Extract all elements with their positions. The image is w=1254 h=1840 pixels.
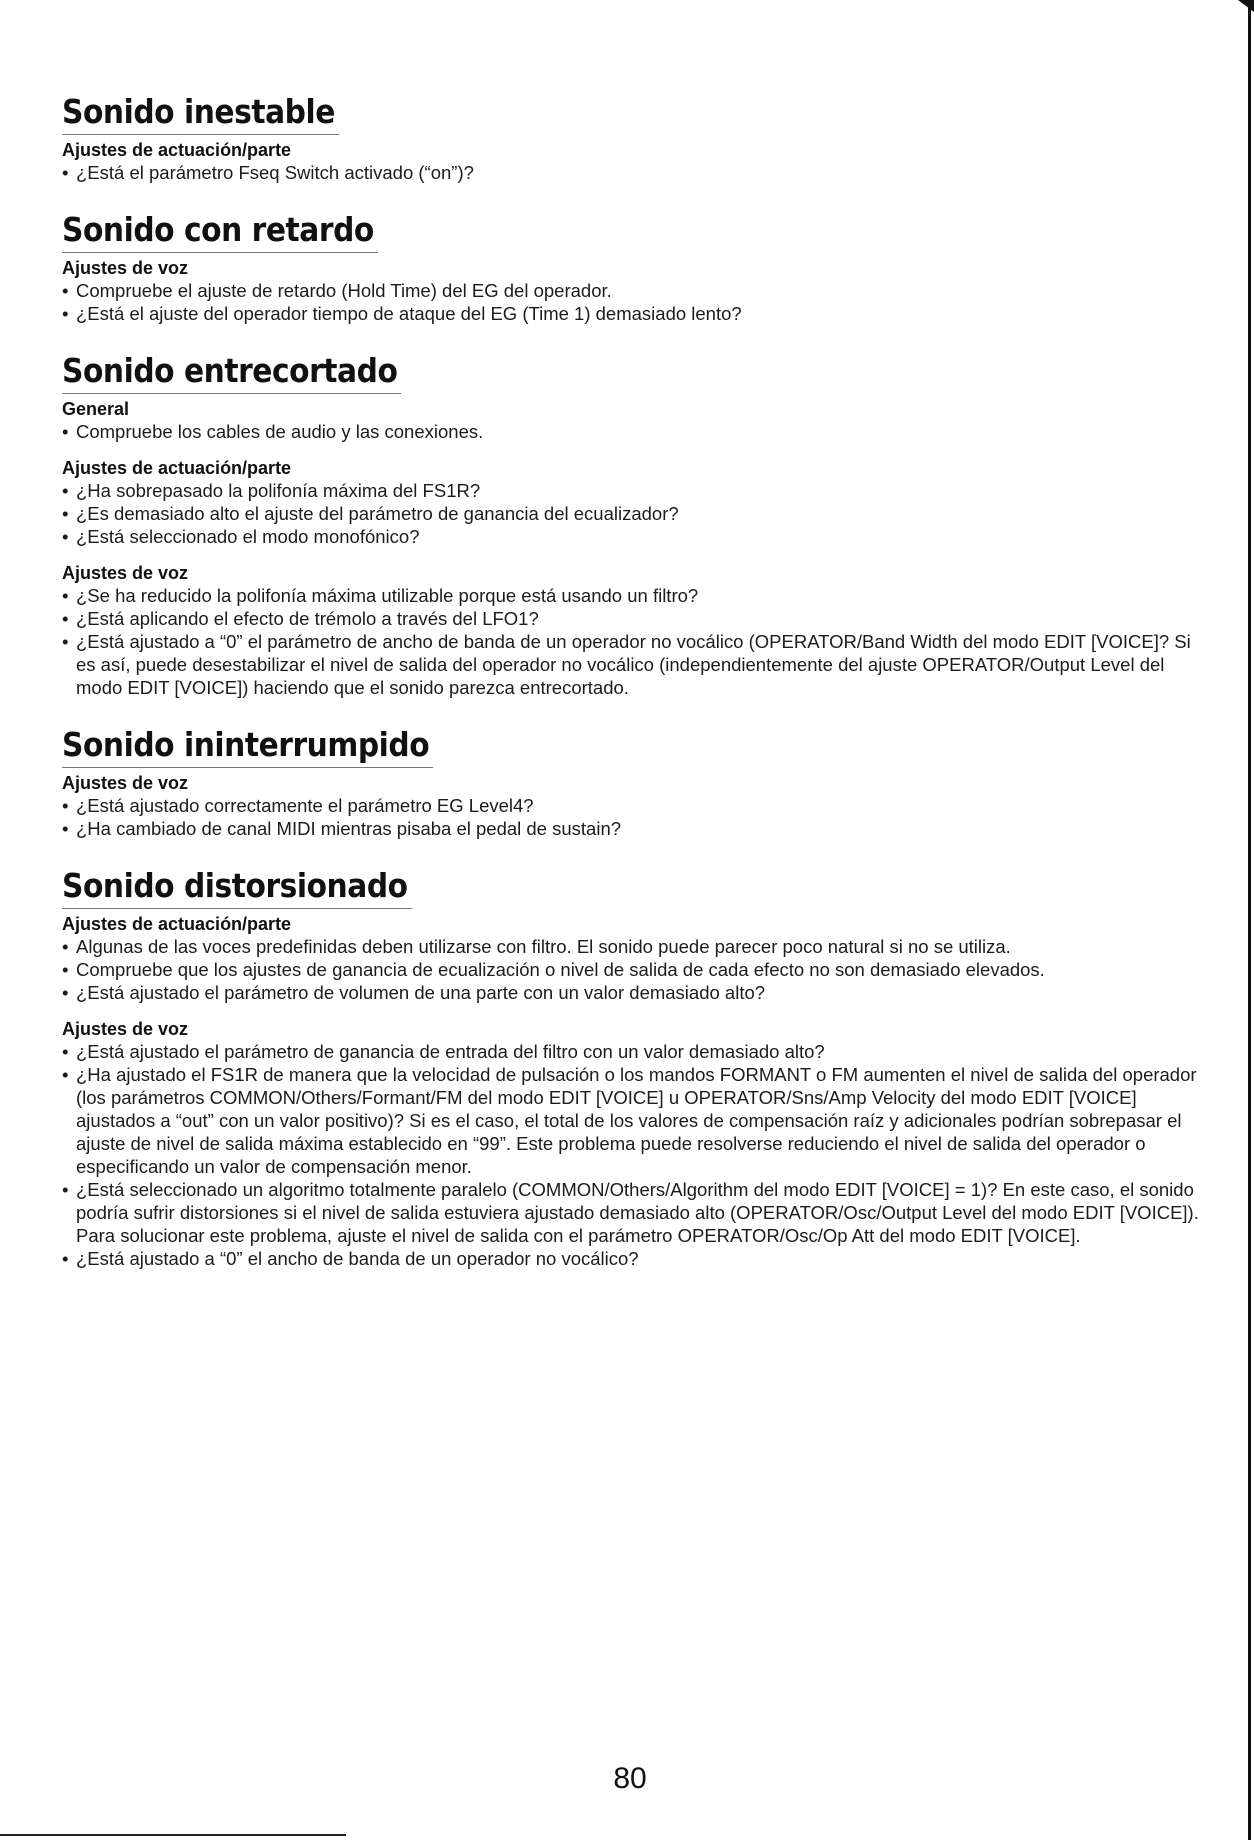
section-title-rule [62,393,401,394]
section-title: Sonido entrecortado [62,351,398,390]
section-title-rule [62,252,378,253]
troubleshooting-section [62,866,1202,1270]
bullet-item: • ¿Está seleccionado un algoritmo totalmente paralelo (COMMON/Others/Algorithm del modo EDIT [VOICE] = 1)? En este caso, el sonido podría sufrir distorsiones si el nivel de salida estuviera ajustado demasiado alto (OPERATOR/Osc/Output Level del modo EDIT [VOICE]). Para solucionar este problema, ajuste el nivel de salida con el parámetro OPERATOR/Osc/Op Att del modo EDIT [VOICE]. [62,1178,1202,1247]
bullet-item: • ¿Es demasiado alto el ajuste del parámetro de ganancia del ecualizador? [62,502,1202,525]
group-heading: Ajustes de actuación/parte [62,914,292,934]
bullet-item: • ¿Se ha reducido la polifonía máxima utilizable porque está usando un filtro? [62,584,1202,607]
settings-group [62,772,1202,840]
group-heading: Ajustes de voz [62,258,189,278]
bullet-item: • Compruebe los cables de audio y las conexiones. [62,420,1202,443]
section-title: Sonido con retardo [62,210,374,249]
troubleshooting-section [62,725,1202,840]
bullet-list [62,279,1202,325]
settings-group [62,398,1202,443]
group-heading: Ajustes de actuación/parte [62,140,292,160]
settings-group [62,913,1202,1004]
bullet-list [62,161,1202,184]
bullet-item: • ¿Está el ajuste del operador tiempo de ataque del EG (Time 1) demasiado lento? [62,302,1202,325]
bullet-item: • ¿Ha cambiado de canal MIDI mientras pisaba el pedal de sustain? [62,817,1202,840]
bullet-item: • ¿Está ajustado el parámetro de volumen de una parte con un valor demasiado alto? [62,981,1202,1004]
bullet-item: • ¿Está seleccionado el modo monofónico? [62,525,1202,548]
settings-group [62,562,1202,699]
bullet-list [62,479,1202,548]
bullet-list [62,420,1202,443]
section-title-rule [62,767,433,768]
group-heading: General [62,399,130,419]
bottom-margin-rule [0,1834,346,1836]
settings-group [62,1018,1202,1270]
group-heading: Ajustes de voz [62,773,189,793]
bullet-item: • ¿Está ajustado correctamente el parámetro EG Level4? [62,794,1202,817]
troubleshooting-section [62,92,1202,184]
bullet-list [62,794,1202,840]
settings-group [62,457,1202,548]
bullet-item: • ¿Está aplicando el efecto de trémolo a través del LFO1? [62,607,1202,630]
bullet-item: • ¿Ha ajustado el FS1R de manera que la velocidad de pulsación o los mandos FORMANT o FM aumenten el nivel de salida del operador (los parámetros COMMON/Others/Formant/FM del modo EDIT [VOICE] u OPERATOR/Sns/Amp Velocity del modo EDIT [VOICE] ajustados a “out” con un valor positivo)? Si es el caso, el total de los valores de compensación raíz y adicionales podrían sobrepasar el ajuste de nivel de salida máxima establecido en “99”. Este problema puede resolverse reduciendo el nivel de salida del operador o especificando un valor de compensación menor. [62,1063,1202,1178]
right-margin-rule-cap [1238,0,1254,12]
settings-group [62,139,1202,184]
bullet-item: • Compruebe que los ajustes de ganancia de ecualización o nivel de salida de cada efecto no son demasiado elevados. [62,958,1202,981]
bullet-item: • ¿Está ajustado el parámetro de ganancia de entrada del filtro con un valor demasiado alto? [62,1040,1202,1063]
bullet-item: • Algunas de las voces predefinidas deben utilizarse con filtro. El sonido puede parecer poco natural si no se utiliza. [62,935,1202,958]
group-heading: Ajustes de voz [62,563,189,583]
section-title: Sonido inestable [62,92,335,131]
page-content [62,92,1202,1296]
section-title: Sonido ininterrumpido [62,725,430,764]
bullet-item: • ¿Está el parámetro Fseq Switch activado (“on”)? [62,161,1202,184]
group-heading: Ajustes de actuación/parte [62,458,292,478]
section-title-rule [62,134,339,135]
bullet-item: • ¿Está ajustado a “0” el ancho de banda de un operador no vocálico? [62,1247,1202,1270]
section-title: Sonido distorsionado [62,866,408,905]
troubleshooting-section [62,351,1202,699]
group-heading: Ajustes de voz [62,1019,189,1039]
bullet-item: • Compruebe el ajuste de retardo (Hold Time) del EG del operador. [62,279,1202,302]
section-title-rule [62,908,412,909]
right-margin-rule [1248,0,1251,1840]
settings-group [62,257,1202,325]
bullet-list [62,935,1202,1004]
troubleshooting-section [62,210,1202,325]
bullet-item: • ¿Está ajustado a “0” el parámetro de ancho de banda de un operador no vocálico (OPERATOR/Band Width del modo EDIT [VOICE]? Si es así, puede desestabilizar el nivel de salida del operador no vocálico (independientemente del ajuste OPERATOR/Output Level del modo EDIT [VOICE]) haciendo que el sonido parezca entrecortado. [62,630,1202,699]
bullet-list [62,584,1202,699]
bullet-item: • ¿Ha sobrepasado la polifonía máxima del FS1R? [62,479,1202,502]
page-number: 80 [613,1762,647,1795]
bullet-list [62,1040,1202,1270]
